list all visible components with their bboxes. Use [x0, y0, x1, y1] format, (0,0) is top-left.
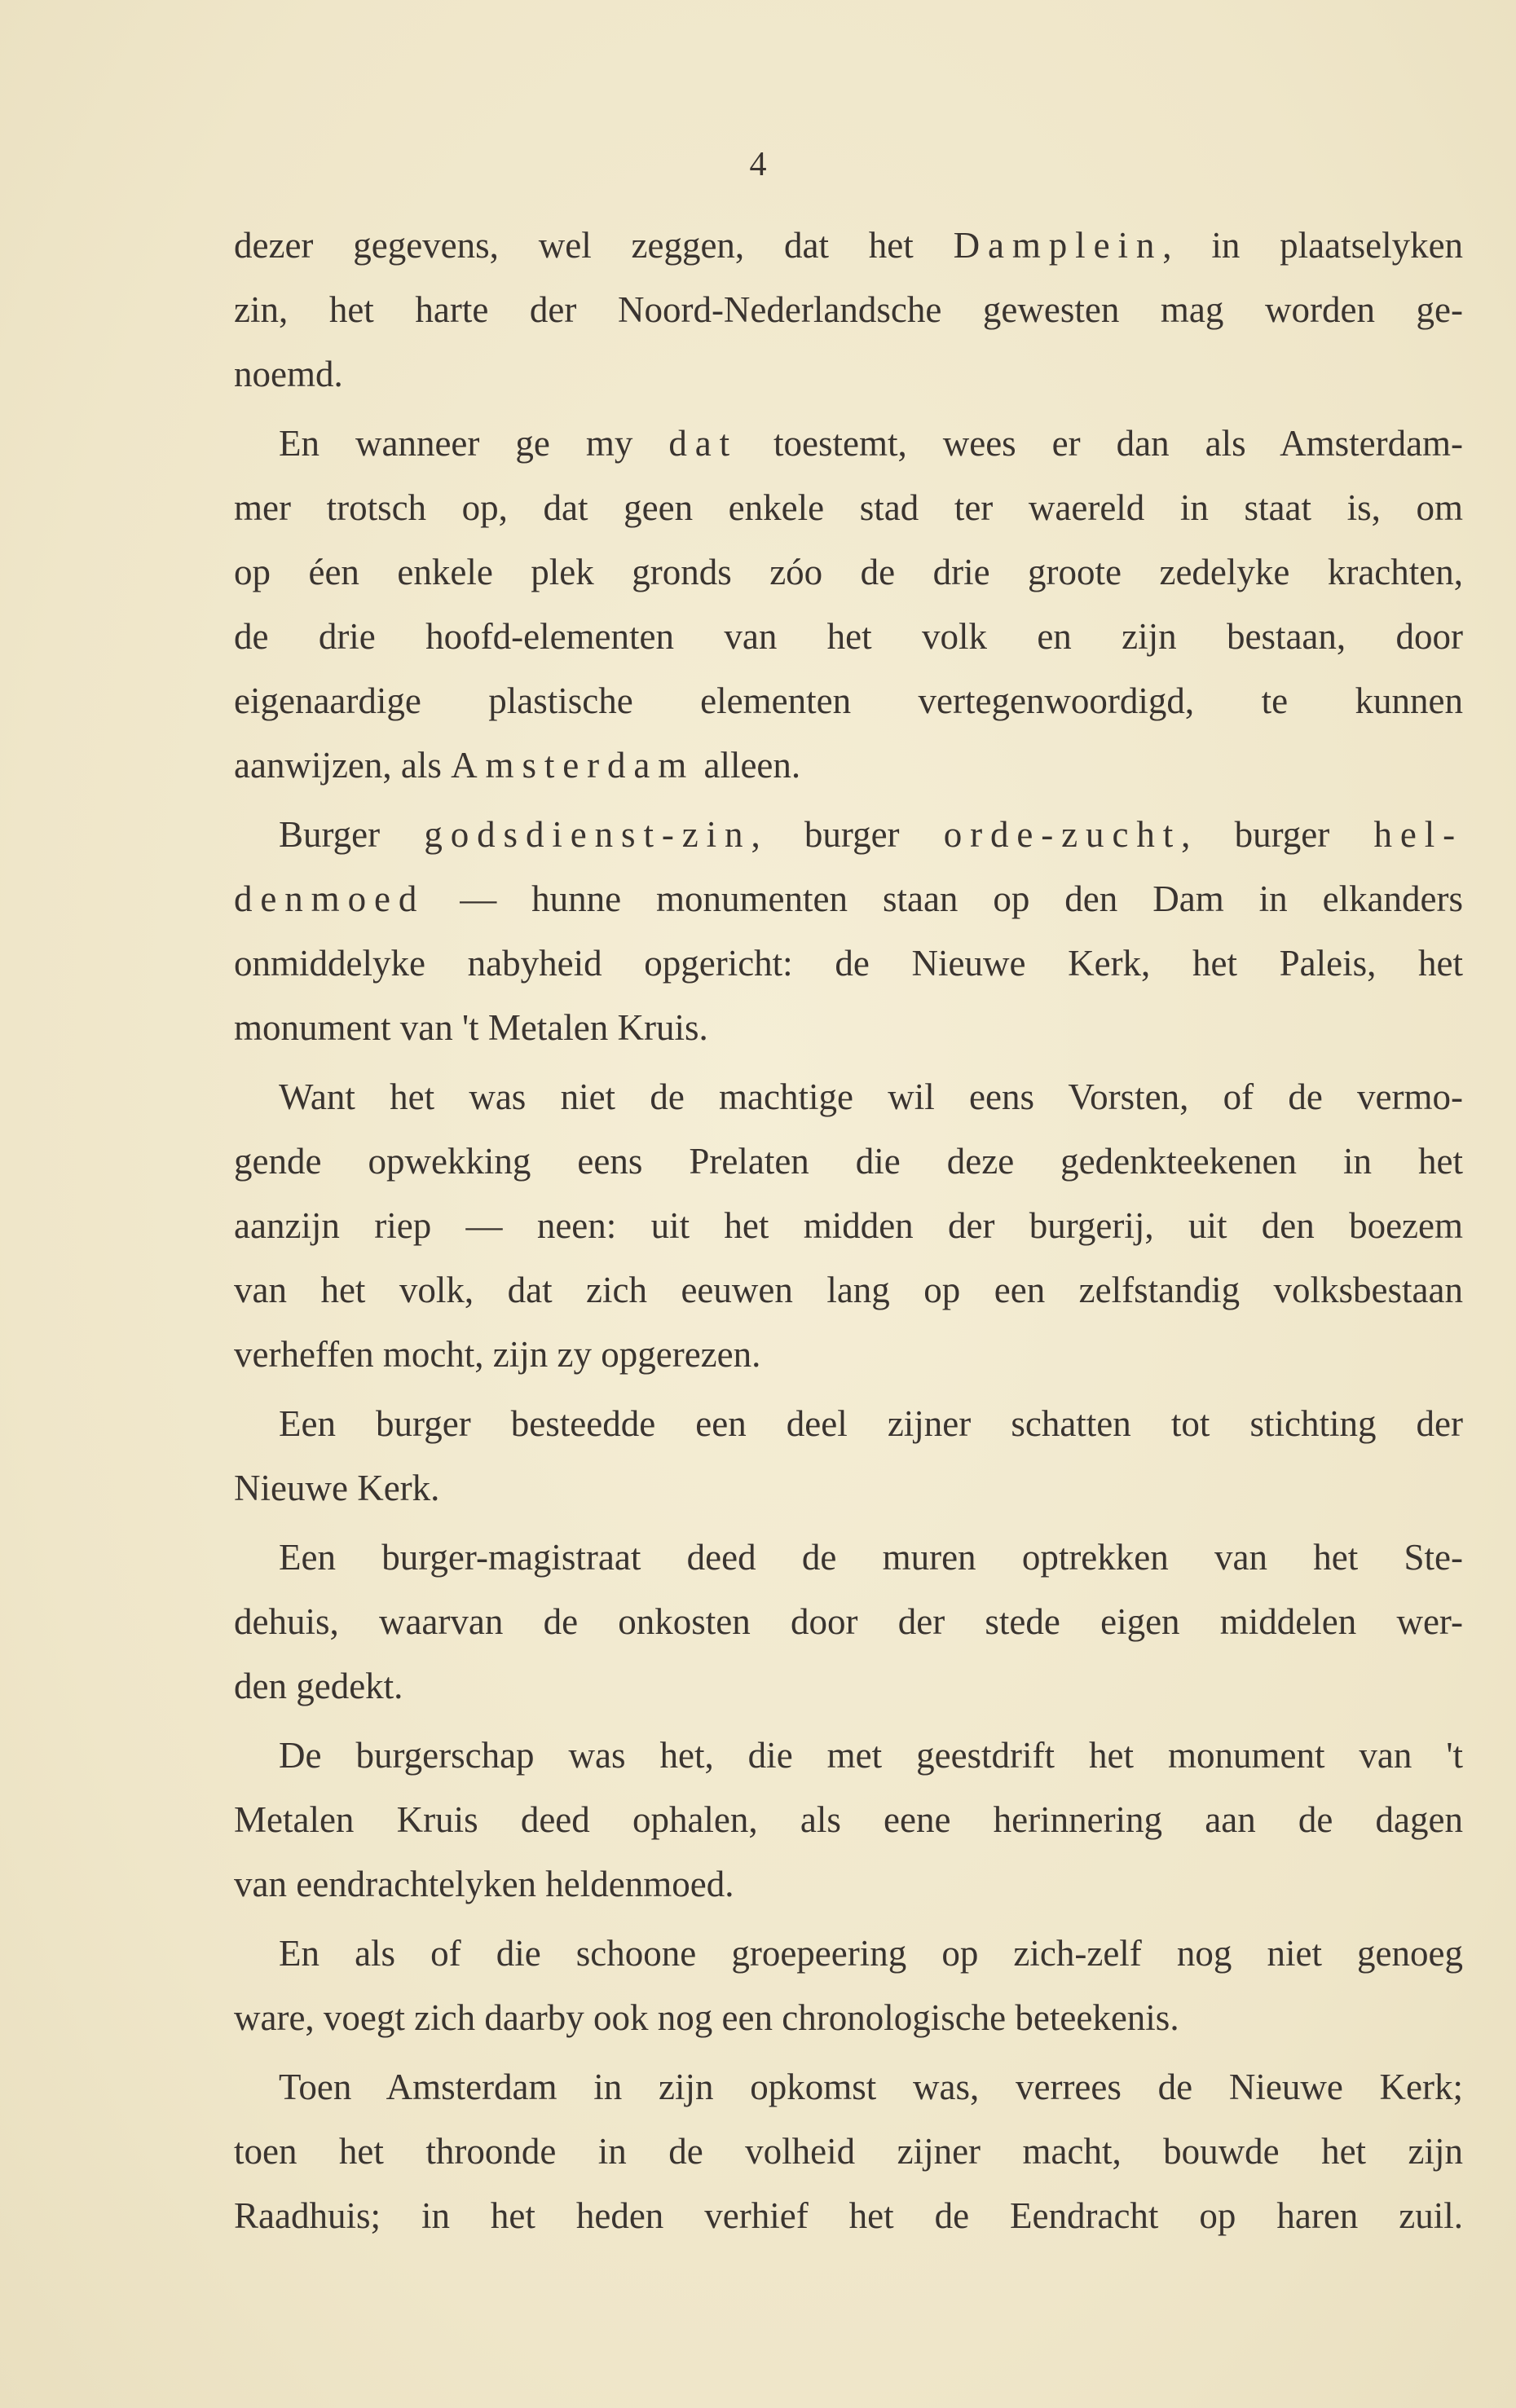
- spaced-word: denmoed: [234, 878, 425, 919]
- text-line: mer trotsch op, dat geen enkele stad ter waereld in staat is, om: [234, 487, 1463, 528]
- text-line: Een burger-magistraat deed de muren optrekken van het Ste-: [279, 1537, 1463, 1578]
- text-line: Een burger besteedde een deel zijner schatten tot stichting der: [279, 1403, 1463, 1444]
- text-line: dezer gegevens, wel zeggen, dat het Damplein, in plaatselyken: [234, 225, 1464, 266]
- text-line: verheffen mocht, zijn zy opgerezen.: [234, 1334, 761, 1375]
- text-line: Toen Amsterdam in zijn opkomst was, verrees de Nieuwe Kerk;: [279, 2067, 1463, 2107]
- text-line: monument van 't Metalen Kruis.: [234, 1007, 708, 1048]
- text-line: de drie hoofd-elementen van het volk en zijn bestaan, door: [234, 616, 1463, 657]
- spaced-word: Damplein: [953, 225, 1163, 266]
- text-line: van het volk, dat zich eeuwen lang op een zelfstandig volksbestaan: [234, 1270, 1463, 1310]
- text-line: Metalen Kruis deed ophalen, als eene herinnering aan de dagen: [234, 1799, 1463, 1840]
- text-line: Nieuwe Kerk.: [234, 1468, 440, 1508]
- text-line: gende opwekking eens Prelaten die deze gedenkteekenen in het: [234, 1141, 1463, 1182]
- text-line: Burger godsdienst-zin, burger orde-zucht, burger hel-: [279, 814, 1463, 855]
- spaced-word: orde-zucht: [943, 814, 1182, 855]
- text-line: toen het throonde in de volheid zijner macht, bouwde het zijn: [234, 2131, 1463, 2172]
- text-line: En als of die schoone groepeering op zich-zelf nog niet genoeg: [279, 1933, 1463, 1974]
- text-line: ware, voegt zich daarby ook nog een chronologische beteekenis.: [234, 1997, 1179, 2038]
- text-line: onmiddelyke nabyheid opgericht: de Nieuwe Kerk, het Paleis, het: [234, 943, 1463, 984]
- text-line: zin, het harte der Noord-Nederlandsche gewesten mag worden ge-: [234, 289, 1463, 330]
- page-number: 4: [749, 146, 767, 183]
- spaced-word: hel-: [1373, 814, 1463, 855]
- text-line: eigenaardige plastische elementen vertegenwoordigd, te kunnen: [234, 680, 1463, 721]
- text-line: Raadhuis; in het heden verhief het de Eendracht op haren zuil.: [234, 2195, 1463, 2236]
- text-line: Want het was niet de machtige wil eens Vorsten, of de vermo-: [279, 1076, 1463, 1117]
- body-text: [234, 214, 1463, 2248]
- spaced-word: Amsterdam: [451, 745, 695, 786]
- text-line: aanzijn riep — neen: uit het midden der burgerij, uit den boezem: [234, 1205, 1463, 1246]
- spaced-word: godsdienst-zin: [424, 814, 751, 855]
- text-line: van eendrachtelyken heldenmoed.: [234, 1864, 734, 1904]
- text-line: En wanneer ge my dat toestemt, wees er dan als Amsterdam-: [279, 423, 1464, 464]
- text-line: aanwijzen, als Amsterdam alleen.: [234, 745, 801, 786]
- text-line: dehuis, waarvan de onkosten door der stede eigen middelen wer-: [234, 1601, 1463, 1642]
- text-line: noemd.: [234, 354, 343, 394]
- text-line: den gedekt.: [234, 1666, 403, 1706]
- text-line: denmoed — hunne monumenten staan op den Dam in elkanders: [234, 878, 1464, 919]
- spaced-word: dat: [668, 423, 738, 464]
- text-line: op éen enkele plek gronds zóo de drie groote zedelyke krachten,: [234, 552, 1463, 592]
- text-line: De burgerschap was het, die met geestdrift het monument van 't: [279, 1735, 1463, 1776]
